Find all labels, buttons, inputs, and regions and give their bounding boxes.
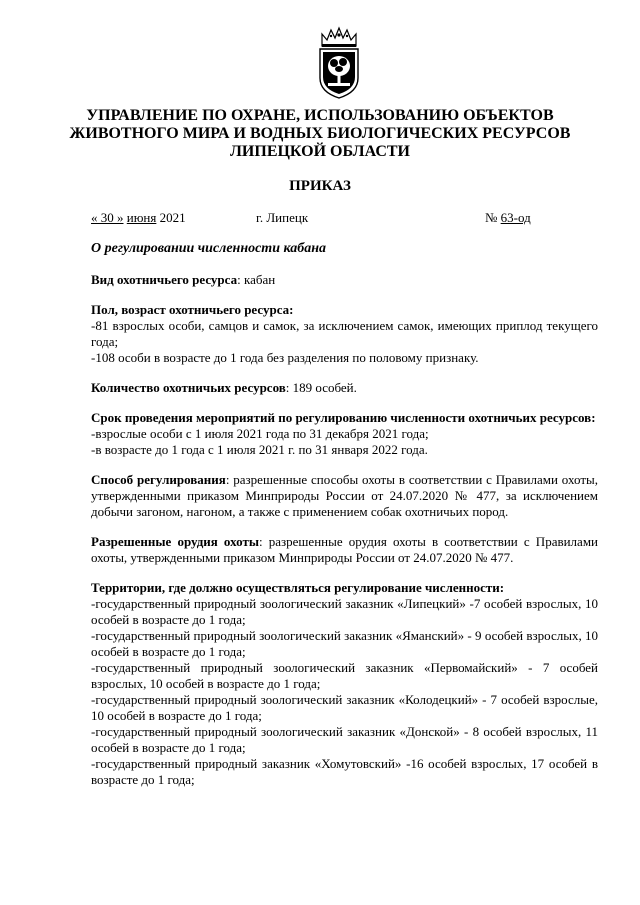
- order-subject: О регулировании численности кабана: [91, 241, 326, 256]
- date-open: «: [91, 210, 98, 225]
- sexage-line: -108 особи в возрасте до 1 года без разделения по половому признаку.: [91, 350, 479, 365]
- org-line: ЖИВОТНОГО МИРА И ВОДНЫХ БИОЛОГИЧЕСКИХ РЕСУРСОВ: [69, 125, 571, 142]
- territory-item: -государственный природный зоологический заказник «Первомайский» - 7 особей взрослых, 10 особей в возрасте до 1 года;: [91, 660, 598, 691]
- number-prefix: №: [485, 210, 498, 225]
- date-month: июня: [126, 210, 157, 225]
- period-paragraph: [91, 410, 598, 426]
- org-line: УПРАВЛЕНИЕ ПО ОХРАНЕ, ИСПОЛЬЗОВАНИЮ ОБЪЕКТОВ: [86, 107, 554, 124]
- territory-item: -государственный природный зоологический заказник «Колодецкий» - 7 особей взрослые, 10 особей в возрасте до 1 года;: [91, 692, 598, 723]
- period-label: Срок проведения мероприятий по регулированию численности охотничьих ресурсов: [91, 410, 592, 425]
- species-paragraph: [91, 272, 598, 288]
- count-paragraph: [91, 380, 598, 396]
- order-number: [485, 210, 531, 226]
- number-value: 63-од: [500, 210, 531, 225]
- sexage-line: -81 взрослых особи, самцов и самок, за исключением самок, имеющих приплод текущего года;: [91, 318, 598, 349]
- tools-paragraph: [91, 534, 598, 566]
- territory-item: -государственный природный зоологический заказник «Яманский» - 9 особей взрослых, 10 особей в возрасте до 1 года;: [91, 628, 598, 659]
- territory-item: -государственный природный заказник «Хомутовский» -16 особей взрослых, 17 особей в возрасте до 1 года;: [91, 756, 598, 787]
- date-day: 30: [97, 210, 117, 225]
- period-line: -взрослые особи с 1 июля 2021 года по 31 декабря 2021 года;: [91, 426, 429, 441]
- period-colon: :: [591, 410, 596, 425]
- order-date: [91, 210, 186, 226]
- tools-label: Разрешенные орудия охоты: [91, 534, 259, 549]
- territory-label: Территории, где должно осуществляться регулирование численности:: [91, 580, 505, 595]
- period-line: -в возрасте до 1 года с 1 июля 2021 г. по 31 января 2022 года.: [91, 442, 428, 457]
- organization-name: [60, 107, 580, 161]
- coat-of-arms-icon: [316, 26, 362, 100]
- org-line: ЛИПЕЦКОЙ ОБЛАСТИ: [230, 143, 410, 160]
- count-label: Количество охотничьих ресурсов: [91, 380, 286, 395]
- order-body: [91, 272, 598, 788]
- sexage-label: Пол, возраст охотничьего ресурса:: [91, 302, 294, 317]
- species-label: Вид охотничьего ресурса: [91, 272, 238, 287]
- territory-item: -государственный природный зоологический заказник «Липецкий» -7 особей взрослых, 10 особей в возрасте до 1 года;: [91, 596, 598, 627]
- tools-value: : разрешенные орудия охоты в соответствии с Правилами охоты, утвержденными приказом Минприроды России от 24.07.2020 № 477.: [91, 534, 598, 565]
- document-type: ПРИКАЗ: [289, 178, 351, 194]
- method-paragraph: [91, 472, 598, 520]
- date-year: 2021: [159, 210, 186, 225]
- species-value: : кабан: [237, 272, 276, 287]
- count-value: : 189 особей.: [285, 380, 357, 395]
- territory-item: -государственный природный зоологический заказник «Донской» - 8 особей взрослых, 11 особей в возрасте до 1 года;: [91, 724, 598, 755]
- date-close: »: [117, 210, 124, 225]
- method-label: Способ регулирования: [91, 472, 226, 487]
- method-value: : разрешенные способы охоты в соответствии с Правилами охоты, утвержденными приказом Минприроды России от 24.07.2020 № 477, за исключением добычи загоном, нагоном, а также с применением собак охотничьих пород.: [91, 472, 598, 519]
- order-city: г. Липецк: [256, 210, 309, 225]
